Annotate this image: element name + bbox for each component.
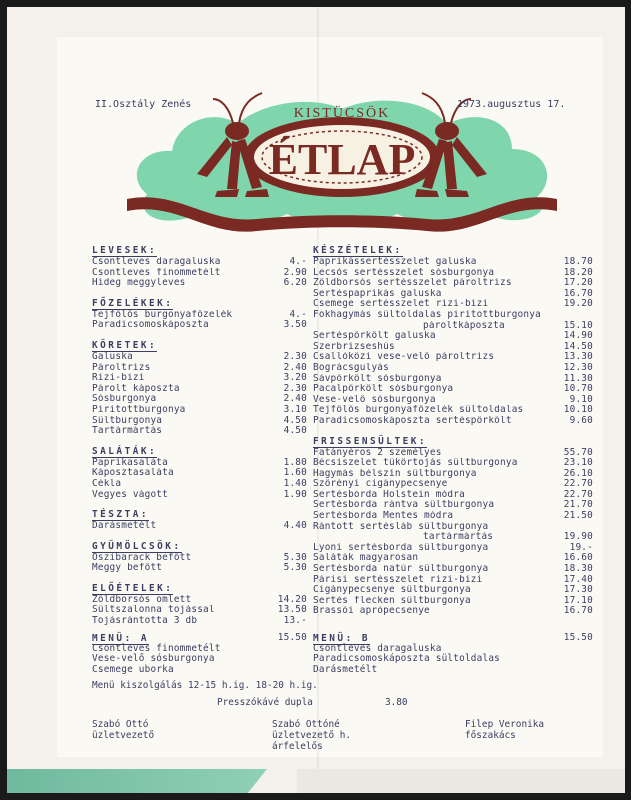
menu-item-row [92,373,307,384]
section-title: SALÁTÁK: [92,445,158,457]
signature-3-role: főszakács [465,730,516,741]
menu-item-name: Tojásrántotta 3 db [92,616,198,627]
menu-item-price: 3.20 [283,372,307,384]
menu-item-row [92,320,307,331]
menu-item-name: Párisi sertésszelet rizi-bizi [313,574,483,585]
menu-item-name: Sültszalonna tojással [92,605,215,616]
menu-item-row [313,416,593,427]
menu-item-row [313,511,593,522]
menu-item-name: Sertés flecken sültburgonya [313,595,471,606]
coffee-label: Presszókávé dupla [217,697,313,708]
menu-item-name: Sertésborda Holstein módra [313,489,465,500]
menu-item-price: 4.- [289,308,307,320]
menu-item-price: 10.10 [563,404,593,416]
menu-item-name: Tartármártás [92,426,163,437]
menu-item-name: Lyoni sertésborda sültburgonya [313,542,489,553]
menu-item-price: 26.10 [563,467,593,479]
menu-item-name: tartármártás [423,532,494,543]
menu-item-name: Zöldborsós sertésszelet pároltrizs [313,278,512,289]
menu-item-price: 18.20 [563,266,593,278]
menu-item-price: 2.40 [283,393,307,405]
menu-item-name: Csemege sertésszelet rizi-bizi [313,299,489,310]
menu-a-title: MENÜ: A [92,633,150,644]
menu-item-price: 4.50 [283,425,307,437]
logo-top-text: KISTÜCSÖK [293,106,391,121]
menu-item-price: 17.20 [563,277,593,289]
menu-item-name: Sertésborda rántva sültburgonya [313,500,495,511]
menu-item-name: Paradicsomoskáposzta [92,320,209,331]
menu-item-name: Vese-velő sósburgonya [313,394,436,405]
menu-item-price: 3.50 [283,319,307,331]
menu-item-row [313,596,593,607]
menu-item-name: Vegyes vágott [92,489,168,500]
menu-item-row [313,268,593,279]
menu-item-name: pároltkáposzta [423,320,505,331]
section-header [92,245,307,257]
menu-item-row [92,553,307,564]
left-column [92,245,307,627]
menu-item-price: 9.60 [569,414,593,426]
menu-item-price: 1.80 [283,456,307,468]
menu-item-row [92,384,307,395]
menu-sheet [7,7,625,793]
menu-item-name: Sósburgonya [92,394,157,405]
menu-item-price: 5.30 [283,562,307,574]
signature-2-name: Szabó Ottóné [272,719,340,730]
paper-edge-strip [297,769,625,793]
menu-item-row [92,310,307,321]
service-hours: Menü kiszolgálás 12-15 h.ig. 18-20 h.ig. [92,680,318,691]
menu-item-price: 18.70 [563,256,593,267]
menu-item-price: 3.10 [283,403,307,415]
menu-item-name: Párolt káposzta [92,383,180,394]
menu-item-price: 17.10 [563,594,593,606]
menu-item-row [313,278,593,289]
menu-item-row [313,522,593,533]
menu-item-name: Szerbrizseshús [313,341,395,352]
signature-3 [465,719,544,741]
menu-item-price: 21.50 [563,510,593,522]
menu-item-price: 1.60 [283,467,307,479]
menu-item-row [92,595,307,606]
header-date: 1973.augusztus 17. [457,99,566,110]
header-class-label: II.Osztály Zenés [95,99,192,110]
menu-item-name: Pacalpörkölt sósburgonya [313,384,454,395]
menu-item-price: 14.50 [563,340,593,352]
menu-item-name: Paprikasaláta [92,457,168,468]
menu-item-row [92,563,307,574]
section-gap [313,427,593,436]
menu-item-price: 19.20 [563,298,593,310]
menu-item-row [313,575,593,586]
menu-item-price: 1.90 [283,488,307,500]
section-gap [92,574,307,583]
menu-item-name: Galuska [92,351,133,362]
menu-item-row [313,606,593,617]
menu-item-name: Paradicsomoskáposzta sertéspörkölt [313,415,512,426]
menu-item-name: Cigánypecsenye sültburgonya [313,585,471,596]
menu-item-price: 6.20 [283,277,307,289]
menu-item-price: 5.30 [283,551,307,563]
menu-a-item: Csemege uborka [92,663,174,675]
menu-item-row [313,331,593,342]
menu-item-price: 12.30 [563,361,593,373]
menu-item-row [313,585,593,596]
menu-item-name: Sertéspaprikás galuska [313,288,442,299]
menu-item-name: Sültburgonya [92,415,163,426]
menu-item-name: Káposztasaláta [92,468,174,479]
menu-item-name: Fatányéros 2 személyes [313,447,442,458]
section-title: TÉSZTA: [92,509,150,521]
menu-item-name: Brassói aprópecsenye [313,606,430,617]
menu-item-price: 11.30 [563,372,593,384]
menu-item-row [313,310,593,321]
section-title: FŐZELÉKEK: [92,297,174,309]
menu-item-row [313,374,593,385]
menu-item-row [92,416,307,427]
menu-item-name: Sertésborda Mentes módra [313,511,454,522]
signature-2 [272,719,351,752]
signature-3-name: Filep Veronika [465,719,545,730]
menu-item-row [313,564,593,575]
menu-item-row [313,448,593,459]
menu-item-row [313,321,593,332]
menu-item-price: 10.70 [563,383,593,395]
menu-item-name: Őszibarack befőtt [92,552,192,563]
section-title: ELŐÉTELEK: [92,582,174,594]
menu-a-item: Csontleves finommetélt [92,642,221,654]
menu-item-name: Bográcsgulyás [313,362,389,373]
menu-item-row [92,268,307,279]
menu-item-row [313,553,593,564]
menu-item-price: 19.- [569,541,593,553]
menu-item-price: 13.- [283,615,307,627]
section-title: FRISSENSÜLTEK: [313,435,428,447]
section-header [92,583,307,595]
section-header [313,436,593,448]
section-gap [92,331,307,340]
menu-item-price: 4.50 [283,414,307,426]
menu-item-name: Csontleves finommetélt [92,267,221,278]
menu-item-name: Szörényi cigánypecsenye [313,479,448,490]
menu-b-price: 15.50 [563,632,593,643]
menu-item-price: 2.30 [283,382,307,394]
menu-item-price: 2.90 [283,266,307,278]
menu-item-row [313,490,593,501]
menu-item-row [92,363,307,374]
signature-2-role: üzletvezető h. [272,730,352,741]
menu-item-row [92,490,307,501]
section-gap [92,437,307,446]
menu-item-price: 55.70 [563,446,593,458]
menu-item-price: 4.40 [283,520,307,532]
menu-item-name: Csallóközi vese-velő pároltrizs [313,352,495,363]
menu-item-row [313,532,593,543]
menu-item-row [92,257,307,268]
menu-item-row [92,394,307,405]
menu-item-row [313,342,593,353]
green-tape-strip [7,769,267,793]
section-header [313,245,593,257]
menu-item-row [92,352,307,363]
menu-item-price [563,310,593,321]
menu-item-price: 16.70 [563,287,593,299]
coffee-price: 3.80 [385,697,408,708]
menu-item-row [92,479,307,490]
menu-item-name: Pároltrizs [92,362,151,373]
menu-item-row [313,469,593,480]
menu-item-name: Cékla [92,478,122,489]
menu-item-name: Tejfölös burgonyafőzelék sültoldalas [313,405,524,416]
section-gap [92,532,307,541]
menu-item-price: 21.70 [563,499,593,511]
menu-item-row [313,257,593,268]
menu-item-name: Rántott sertésláb sültburgonya [313,521,489,532]
menu-item-name: Paprikássertésszelet galuska [313,257,477,267]
menu-item-row [92,605,307,616]
menu-item-price: 9.10 [569,393,593,405]
signature-1 [92,719,154,741]
menu-item-price: 2.40 [283,361,307,373]
logo-main-text: ÉTLAP [268,135,416,184]
menu-item-name: Hideg meggyleves [92,278,186,289]
menu-item-price: 2.30 [283,350,307,362]
section-header [92,340,307,352]
menu-item-row [313,299,593,310]
menu-item-row [92,426,307,437]
menu-item-row [313,289,593,300]
menu-item-name: Darásmetélt [92,521,157,532]
menu-item-row [92,278,307,289]
menu-item-row [92,521,307,532]
section-gap [92,289,307,298]
menu-item-price: 22.70 [563,478,593,490]
signature-1-role: üzletvezető [92,730,155,741]
menu-item-price: 19.90 [563,531,593,543]
menu-item-row [313,543,593,554]
menu-item-row [92,405,307,416]
menu-item-name: Sertésborda natúr sültburgonya [313,564,489,575]
signature-2-role2: árfelelős [272,741,323,752]
menu-item-price: 15.10 [563,319,593,331]
menu-item-price: 17.30 [563,584,593,596]
menu-item-name: Fokhagymás sültoldalas pirítottburgonya [313,309,541,320]
menu-item-row [313,458,593,469]
menu-item-name: Meggy befőtt [92,563,163,574]
menu-item-name: Piritottburgonya [92,404,186,415]
menu-item-name: Zöldborsós omlett [92,594,192,605]
menu-item-row [313,479,593,490]
section-header [92,446,307,458]
menu-item-price: 16.70 [563,605,593,617]
menu-a-price: 15.50 [277,632,307,643]
menu-item-price: 22.70 [563,488,593,500]
right-column [313,245,593,617]
section-title: LEVESEK: [92,245,158,256]
section-title: KÖRETEK: [92,339,158,351]
menu-item-name: Tejfölös burgonyafőzelék [92,309,233,320]
menu-item-row [313,395,593,406]
menu-b-item: Csontleves daragaluska [313,642,442,654]
menu-item-row [92,616,307,627]
menu-item-row [313,384,593,395]
menu-item-name: Rizi-bizi [92,373,145,384]
menu-item-row [92,468,307,479]
menu-item-name: Csontleves daragaluska [92,257,221,267]
section-title: KÉSZÉTELEK: [313,245,403,256]
section-header [92,509,307,521]
section-gap [92,500,307,509]
menu-item-price: 13.30 [563,351,593,363]
menu-b-item: Paradicsomoskáposzta sültoldalas [313,653,501,665]
menu-item-name: Sávpörkölt sósburgonya [313,373,442,384]
menu-b-block [313,633,593,675]
menu-b-title: MENÜ: B [313,633,371,644]
menu-item-price: 23.10 [563,457,593,469]
menu-item-price: 1.40 [283,477,307,489]
menu-b-item: Darásmetélt [313,663,378,675]
menu-item-price: 18.30 [563,563,593,575]
menu-item-price: 16.60 [563,552,593,564]
menu-item-price: 14.20 [277,593,307,605]
menu-item-price: 13.50 [277,604,307,616]
menu-item-row [313,500,593,511]
section-title: GYÜMÖLCSÖK: [92,540,182,552]
menu-a-item: Vese-velő sósburgonya [92,653,215,665]
menu-item-row [313,363,593,374]
menu-item-row [313,352,593,363]
logo-bottom-text: BALATONSZEMES [293,219,391,229]
menu-item-price: 14.90 [563,330,593,342]
menu-item-row [92,458,307,469]
menu-item-name: Bécsiszelet tükörtojás sültburgonya [313,458,518,469]
menu-a-block [92,633,307,675]
menu-item-price: 17.40 [563,573,593,585]
menu-item-name: Hagymás bélszín sültburgonya [313,468,477,479]
menu-item-name: Sertéspörkölt galuska [313,331,436,342]
menu-item-name: Saláták magyarosan [313,553,419,564]
menu-item-price: 4.- [289,256,307,267]
signature-1-name: Szabó Ottó [92,719,149,730]
menu-item-row [313,405,593,416]
menu-item-name: Lecsós sertésszelet sósburgonya [313,267,495,278]
section-header [92,541,307,553]
section-header [92,298,307,310]
